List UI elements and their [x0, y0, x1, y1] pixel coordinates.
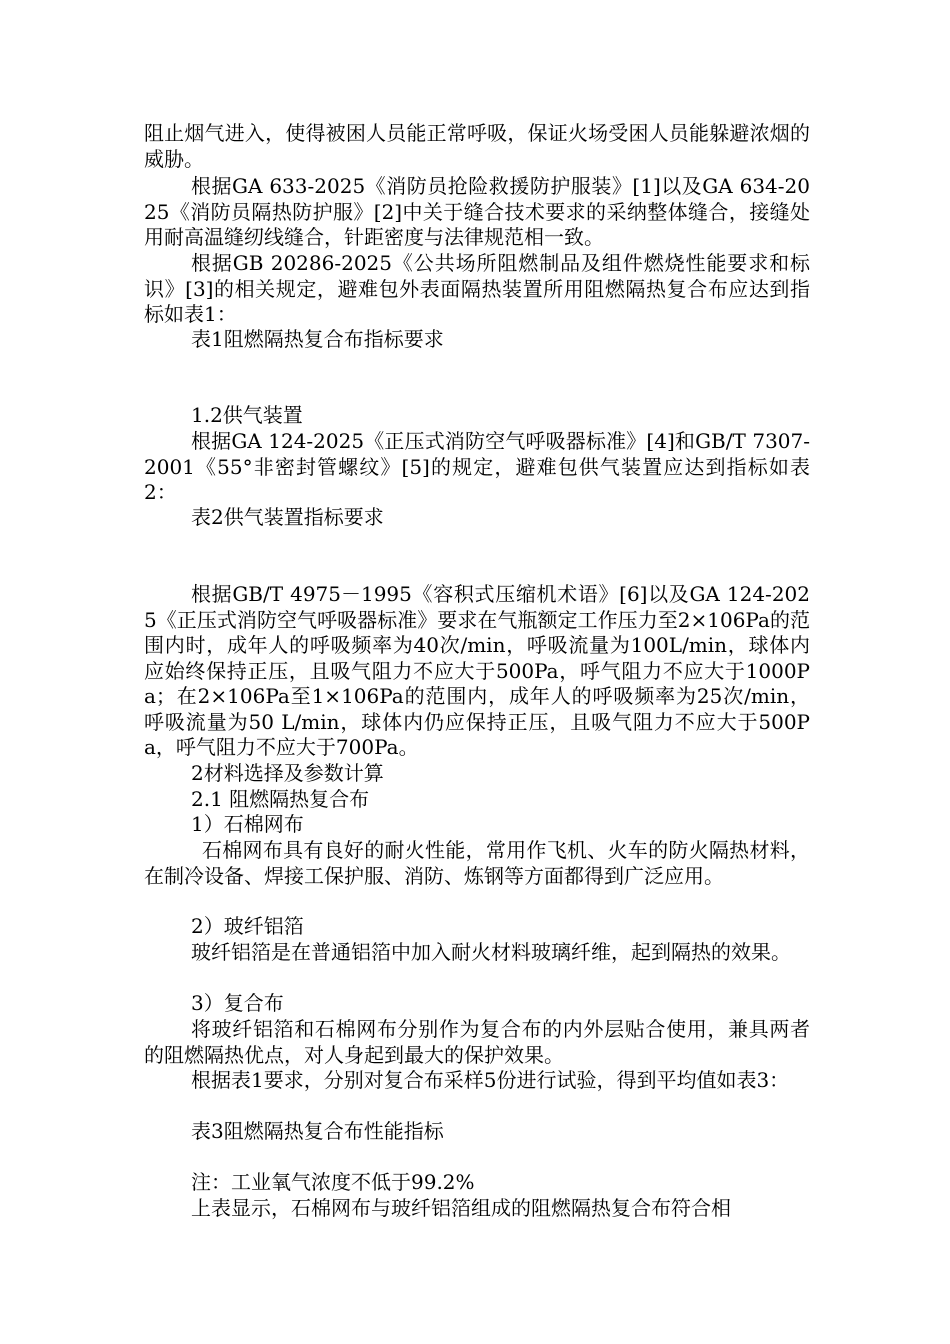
paragraph-fire-retardant-standard: 根据GB 20286-2025《公共场所阻燃制品及组件燃烧性能要求和标识》[3]的相关规定，避难包外表面隔热装置所用阻燃隔热复合布应达到指标如表1：	[144, 251, 810, 326]
paragraph-air-supply-standard: 根据GA 124-2025《正压式消防空气呼吸器标准》[4]和GB/T 7307-2001《55°非密封管螺纹》[5]的规定，避难包供气装置应达到指标如表2：	[144, 429, 810, 504]
item-heading-composite-cloth: 3）复合布	[191, 991, 284, 1015]
paragraph-glass-fiber-foil: 玻纤铝箔是在普通铝箔中加入耐火材料玻璃纤维，起到隔热的效果。	[191, 940, 791, 964]
section-heading-material-selection: 2材料选择及参数计算	[191, 761, 384, 785]
section-heading-air-supply: 1.2供气装置	[191, 403, 303, 427]
paragraph-breathing-requirements: 根据GB/T 4975－1995《容积式压缩机术语》[6]以及GA 124-2025《正压式消防空气呼吸器标准》要求在气瓶额定工作压力至2×106Pa的范围内时，成年人的呼吸频率为40次/min，呼吸流量为100L/min，球体内应始终保持正压，且吸气阻力不应大于500Pa，呼气阻力不应大于1000Pa；在2×106Pa至1×106Pa的范围内，成年人的呼吸频率为25次/min，呼吸流量为50 L/min，球体内仍应保持正压，且吸气阻力不应大于500Pa，呼气阻力不应大于700Pa。	[144, 582, 810, 759]
table-3-caption: 表3阻燃隔热复合布性能指标	[191, 1119, 444, 1143]
paragraph-smoke-protection: 阻止烟气进入，使得被困人员能正常呼吸，保证火场受困人员能躲避浓烟的威胁。	[144, 121, 810, 171]
table-2-caption: 表2供气装置指标要求	[191, 505, 384, 529]
table-note-oxygen-concentration: 注：工业氧气浓度不低于99.2%	[191, 1170, 475, 1194]
item-heading-glass-fiber-foil: 2）玻纤铝箔	[191, 914, 304, 938]
paragraph-result-summary: 上表显示，石棉网布与玻纤铝箔组成的阻燃隔热复合布符合相	[191, 1196, 731, 1220]
subsection-heading-composite-fabric: 2.1 阻燃隔热复合布	[191, 787, 370, 811]
item-heading-asbestos-cloth: 1）石棉网布	[191, 812, 304, 836]
paragraph-asbestos-cloth: 石棉网布具有良好的耐火性能，常用作飞机、火车的防火隔热材料，在制冷设备、焊接工保护服、消防、炼钢等方面都得到广泛应用。	[144, 838, 810, 888]
paragraph-composite-cloth: 将玻纤铝箔和石棉网布分别作为复合布的内外层贴合使用，兼具两者的阻燃隔热优点，对人身起到最大的保护效果。	[144, 1017, 810, 1067]
table-1-caption: 表1阻燃隔热复合布指标要求	[191, 327, 444, 351]
paragraph-sampling-test: 根据表1要求，分别对复合布采样5份进行试验，得到平均值如表3：	[191, 1068, 790, 1092]
paragraph-sewing-standard: 根据GA 633-2025《消防员抢险救援防护服装》[1]以及GA 634-2025《消防员隔热防护服》[2]中关于缝合技术要求的采纳整体缝合，接缝处用耐高温缝纫线缝合，针距密度与法律规范相一致。	[144, 174, 810, 249]
